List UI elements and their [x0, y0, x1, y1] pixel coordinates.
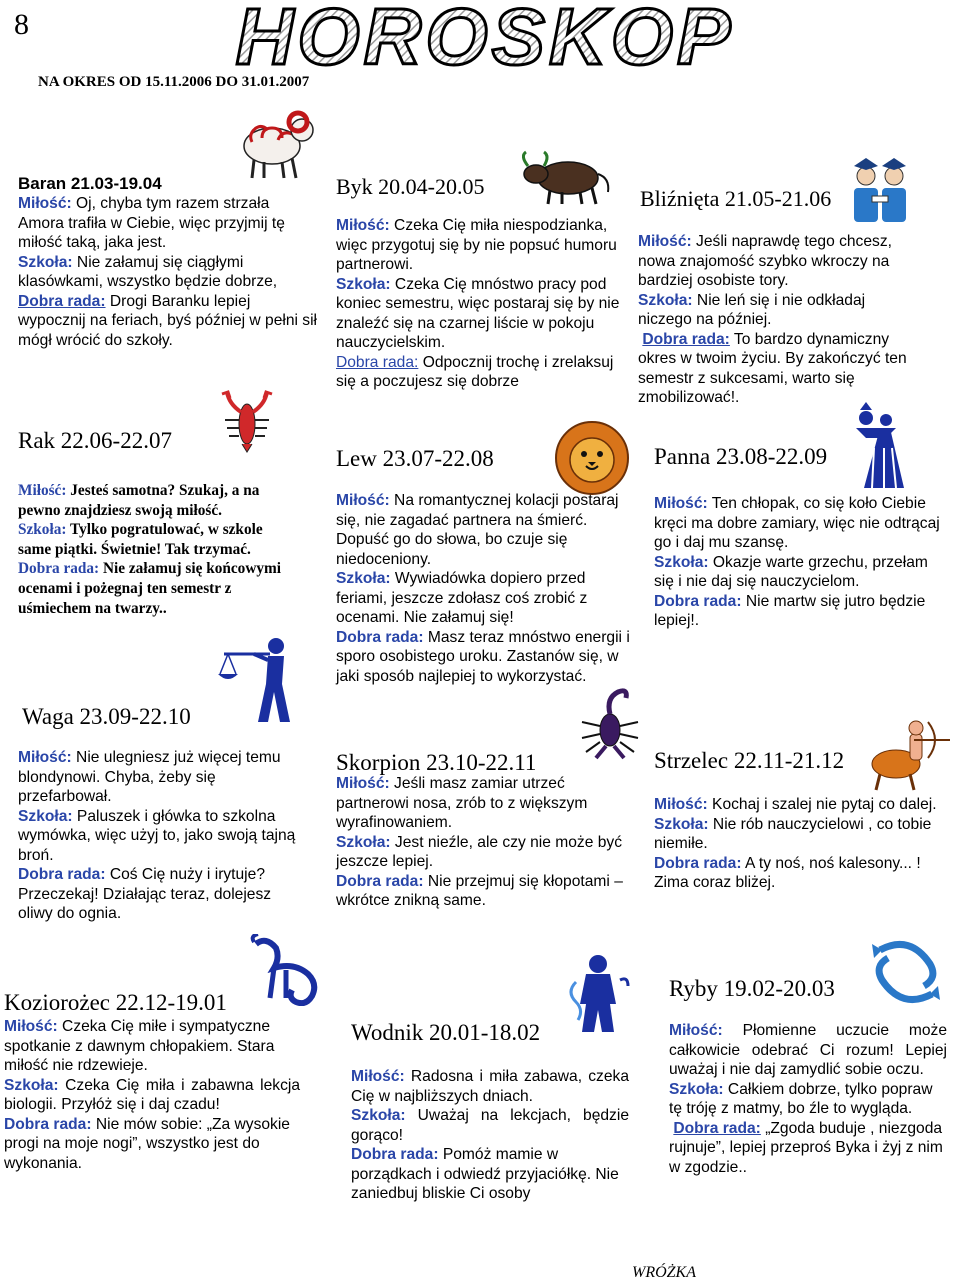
sign-title-ryby: Ryby 19.02-20.03	[669, 976, 835, 1001]
scales-icon	[214, 634, 304, 724]
sign-title-byk: Byk 20.04-20.05	[336, 174, 485, 199]
sign-text-waga: Miłość: Nie ulegniesz już więcej temu blondynowi. Chyba, żeby się przefarbował. Szkoła: Paluszek i główka to szkolna wymówka, więc użyj to, jako swoją tajną broń. Dobra rada: Coś Cię nuży i irytuje? Przeczekaj! Działając teraz, dolejesz oliwy do ognia.	[18, 749, 296, 922]
archer-icon	[866, 712, 956, 792]
sign-title-strzelec: Strzelec 22.11-21.12	[654, 748, 845, 773]
sign-title-bliznieta: Bliźnięta 21.05-21.06	[640, 186, 832, 211]
aquarius-icon	[566, 952, 630, 1034]
sign-text-lew: Miłość: Na romantycznej kolacji postaraj się, nie zagadać partnera na śmierć. Dopuść go do słowa, bo czuje się niedoceniony. Szkoła: Wywiadówka dopiero przed feriami, jeszcze zdołasz coś zrobić z ocenami. Nie załamuj się! Dobra rada: Masz teraz mnóstwo energii i sporo osobistego uroku. Zastanów się, w jaki sposób najlepiej to wykorzystać.	[336, 492, 630, 685]
sign-title-rak: Rak 22.06-22.07	[18, 428, 172, 453]
sign-text-byk: Miłość: Czeka Cię miła niespodzianka, więc przygotuj się by nie popsuć humoru partnerowi. Szkoła: Czeka Cię mnóstwo pracy pod koniec semestru, więc postaraj się by nie znaleźć się na czarnej liście w pokoju nauczycielskim. Dobra rada: Odpocznij trochę i zrelaksuj się a poczujesz się dobrze	[336, 217, 620, 390]
advice-label: Dobra rada:	[18, 292, 106, 310]
sign-text-ryby: Miłość: Płomienne uczucie może całkowicie odebrać Ci rozum! Lepiej uważaj i nie daj zamydlić sobie oczu. Szkoła: Całkiem dobrze, tylko popraw tę tróję z matmy, bo źle to wygląda. Dobra rada: „Zgoda buduje , niezgoda rujnuje”, lepiej przeproś Byka i żyj z nim w zgodzie..	[669, 1022, 947, 1176]
sign-text-panna: Miłość: Ten chłopak, co się koło Ciebie kręci ma dobre zamiary, więc nie odtrącaj go i daj mu szansę. Szkoła: Okazje warte grzechu, przełam się i nie daj się nauczycielom. Dobra rada: Nie martw się jutro będzie lepiej!.	[654, 495, 940, 629]
school-label: Szkoła:	[18, 253, 73, 271]
virgo-icon	[846, 398, 920, 494]
sign-title-baran: Baran 21.03-19.04	[18, 174, 162, 193]
sign-title-waga: Waga 23.09-22.10	[22, 704, 191, 729]
capricorn-icon	[246, 934, 322, 1006]
sign-text-baran: Miłość: Oj, chyba tym razem strzała Amora trafiła w Ciebie, więc przyjmij tę miłość taką, jaka jest. Szkoła: Nie załamuj się ciągłymi klasówkami, wszystko będzie dobrze, Dobra rada: Drogi Baranku lepiej wypocznij na feriach, byś później w pełni sił mógł wrócić do szkoły.	[18, 195, 318, 349]
bull-icon	[518, 150, 614, 206]
crayfish-icon	[214, 390, 280, 454]
sign-text-skorpion: Miłość: Jeśli masz zamiar utrzeć partnerowi nosa, zrób to z większym wyrafinowaniem. Szkoła: Jest nieźle, ale czy nie może być jeszcze lepiej. Dobra rada: Nie przejmuj się kłopotami – wkrótce znikną same.	[336, 775, 623, 909]
ram-icon	[232, 102, 322, 182]
lion-icon	[552, 420, 632, 496]
sign-title-koziorozec: Koziorożec 22.12-19.01	[4, 990, 227, 1015]
sign-text-strzelec: Miłość: Kochaj i szalej nie pytaj co dalej. Szkoła: Nie rób nauczycielowi , co tobie niemiłe. Dobra rada: A ty noś, noś kalesony... ! Zima coraz bliżej.	[654, 796, 937, 891]
banner-title: HOROSKOP	[235, 0, 735, 78]
page-number: 8	[14, 8, 29, 41]
love-label: Miłość:	[18, 195, 72, 212]
sign-title-lew: Lew 23.07-22.08	[336, 446, 494, 471]
sign-text-rak: Miłość: Jesteś samotna? Szukaj, a na pewno znajdziesz swoją miłość. Szkoła: Tylko pogratulować, w szkole same piątki. Świetnie! Tak trzymać. Dobra rada: Nie załamuj się końcowymi ocenami i pożegnaj ten semestr z uśmiechem na twarzy..	[18, 482, 282, 617]
sign-title-skorpion: Skorpion 23.10-22.11	[336, 750, 537, 775]
scorpion-icon	[570, 682, 650, 762]
horoskop-banner	[160, 0, 810, 78]
sign-text-bliznieta: Miłość: Jeśli naprawdę tego chcesz, nowa znajomość szybko wkroczy na bardziej osobiste tory. Szkoła: Nie leń się i nie odkładaj niczego na później. Dobra rada: To bardzo dynamiczny okres w twoim życiu. By zakończyć ten semestr z sukcesami, warto się zmobilizować!.	[638, 233, 907, 406]
sign-title-wodnik: Wodnik 20.01-18.02	[351, 1020, 541, 1045]
twins-icon	[852, 152, 908, 224]
fish-icon	[868, 934, 944, 1010]
period-line: NA OKRES OD 15.11.2006 DO 31.01.2007	[38, 74, 310, 90]
sign-text-koziorozec: Miłość: Czeka Cię miłe i sympatyczne spotkanie z dawnym chłopakiem. Stara miłość nie rdzewieje. Szkoła: Czeka Cię miła i zabawna lekcja biologii. Przyłóż się i daj czadu! Dobra rada: Nie mów sobie: „Za wysokie progi na moje nogi”, wszystko jest do wykonania.	[4, 1018, 300, 1172]
footer-signature: WRÓŻKA	[632, 1264, 696, 1281]
sign-text-wodnik: Miłość: Radosna i miła zabawa, czeka Cię w najbliższych dniach. Szkoła: Uważaj na lekcjach, będzie gorąco! Dobra rada: Pomóż mamie w porządkach i odwiedź przyjaciółkę. Nie zaniedbuj bliskie Ci osoby	[351, 1068, 629, 1202]
sign-title-panna: Panna 23.08-22.09	[654, 444, 828, 469]
